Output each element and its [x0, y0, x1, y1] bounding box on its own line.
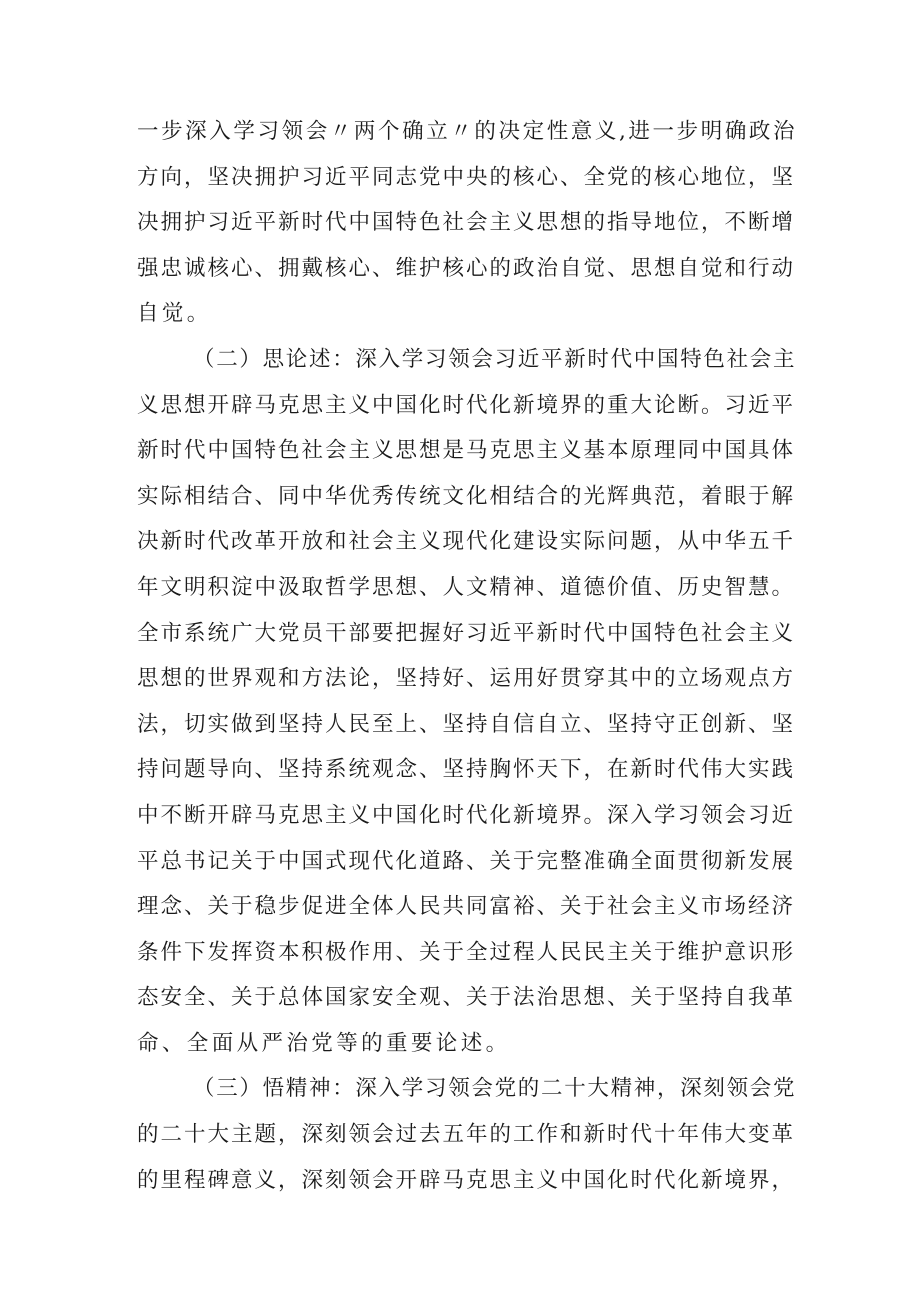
- text-line: 方向，坚决拥护习近平同志党中央的核心、全党的核心地位，坚: [137, 164, 796, 190]
- text-line: 决拥护习近平新时代中国特色社会主义思想的指导地位，不断增: [137, 210, 796, 236]
- text-line: 持问题导向、坚持系统观念、坚持胸怀天下，在新时代伟大实践: [137, 757, 796, 783]
- text-line: 命、全面从严治党等的重要论述。: [137, 1030, 511, 1056]
- text-line: 新时代中国特色社会主义思想是马克思主义基本原理同中国具体: [137, 438, 796, 464]
- text-line: 决新时代改革开放和社会主义现代化建设实际问题，从中华五千: [137, 529, 796, 555]
- text-line: 义思想开辟马克思主义中国化时代化新境界的重大论断。习近平: [137, 392, 796, 418]
- text-line: 实际相结合、同中华优秀传统文化相结合的光辉典范，着眼于解: [137, 483, 796, 509]
- text-line: 的里程碑意义，深刻领会开辟马克思主义中国化时代化新境界，: [137, 1167, 796, 1193]
- text-line: 的二十大主题，深刻领会过去五年的工作和新时代十年伟大变革: [137, 1122, 796, 1148]
- text-line: 中不断开辟马克思主义中国化时代化新境界。深入学习领会习近: [137, 802, 796, 828]
- text-line: 强忠诚核心、拥戴核心、维护核心的政治自觉、思想自觉和行动: [137, 255, 796, 281]
- text-line: 态安全、关于总体国家安全观、关于法治思想、关于坚持自我革: [137, 985, 796, 1011]
- section-heading-line: （三）悟精神：深入学习领会党的二十大精神，深刻领会党: [193, 1076, 797, 1102]
- text-line: 条件下发挥资本积极作用、关于全过程人民民主关于维护意识形: [137, 939, 796, 965]
- text-line: 法，切实做到坚持人民至上、坚持自信自立、坚持守正创新、坚: [137, 711, 796, 737]
- document-body: [137, 109, 797, 1203]
- text-line: 全市系统广大党员干部要把握好习近平新时代中国特色社会主义: [137, 620, 796, 646]
- text-line: 年文明积淀中汲取哲学思想、人文精神、道德价值、历史智慧。: [137, 574, 796, 600]
- text-line: 理念、关于稳步促进全体人民共同富裕、关于社会主义市场经济: [137, 894, 796, 920]
- text-line: 平总书记关于中国式现代化道路、关于完整准确全面贯彻新发展: [137, 848, 796, 874]
- text-line: 一步深入学习领会〃两个确立〃的决定性意义,进一步明确政治: [137, 119, 798, 144]
- text-line: 自觉。: [137, 301, 212, 327]
- text-line: 思想的世界观和方法论，坚持好、运用好贯穿其中的立场观点方: [137, 666, 796, 692]
- section-heading-line: （二）思论述：深入学习领会习近平新时代中国特色社会主: [193, 346, 797, 372]
